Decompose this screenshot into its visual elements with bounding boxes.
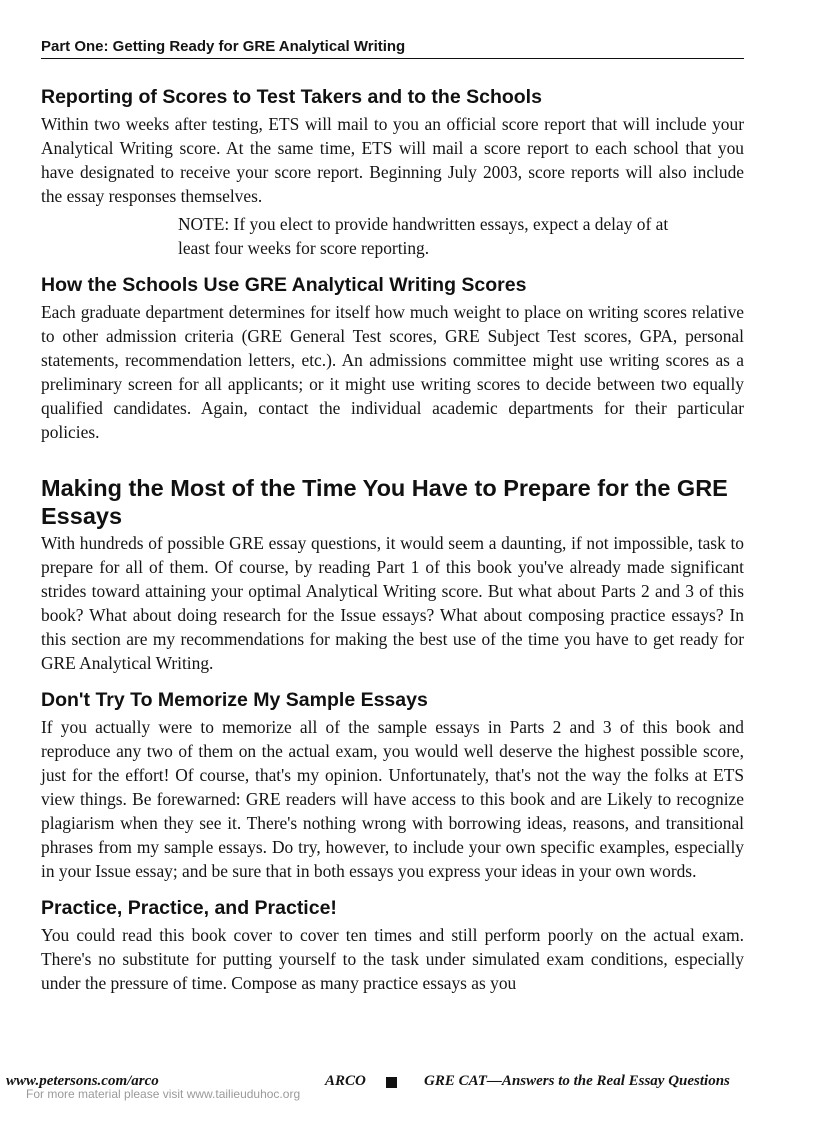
footer-url-link[interactable]: www.petersons.com/arco — [6, 1073, 159, 1089]
spacer — [41, 260, 744, 272]
section-heading: Practice, Practice, and Practice! — [41, 897, 337, 919]
page-content — [41, 84, 744, 995]
section-dont-memorize — [41, 687, 744, 883]
square-bullet-icon — [386, 1077, 397, 1088]
section-reporting-scores — [41, 84, 744, 260]
section-body: You could read this book cover to cover ten times and still perform poorly on the actual exam. There's no substitute for putting yourself to the task under simulated exam conditions, especially under the pressure of time. Compose as many practice essays as you — [41, 925, 744, 993]
spacer — [41, 444, 744, 474]
section-body: If you actually were to memorize all of the sample essays in Parts 2 and 3 of this book and reproduce any two of them on the actual exam, you would well deserve the highest possible score, just for the effort! Of course, that's my opinion. Unfortunately, that's not the way the folks at ETS view things. Be forewarned: GRE readers will have access to this book and are Likely to recognize plagiarism when they see it. There's nothing wrong with borrowing ideas, reasons, and transitional phrases from my sample essays. Do try, however, to include your own specific examples, especially in your Issue essay; and be sure that in both essays you express your ideas in your own words. — [41, 717, 744, 881]
section-heading: How the Schools Use GRE Analytical Writing Scores — [41, 274, 527, 296]
note-paragraph: NOTE: If you elect to provide handwritten essays, expect a delay of at least four weeks for score reporting. — [178, 214, 669, 258]
footer-series-title: GRE CAT—Answers to the Real Essay Questions — [424, 1073, 730, 1089]
section-practice — [41, 895, 744, 995]
section-heading: Reporting of Scores to Test Takers and to the Schools — [41, 86, 542, 108]
major-heading: Making the Most of the Time You Have to Prepare for the GRE Essays — [41, 475, 728, 529]
section-schools-use — [41, 272, 744, 444]
section-body: Each graduate department determines for itself how much weight to place on writing scores relative to other admission criteria (GRE General Test scores, GRE Subject Test scores, GPA, personal statements, recommendation letters, etc.). An admissions committee might use writing scores as a preliminary screen for all applicants; or it might use writing scores to decide between two equally qualified candidates. Again, contact the individual academic departments for their particular policies. — [41, 302, 744, 442]
running-header: Part One: Getting Ready for GRE Analytical Writing — [41, 38, 744, 59]
section-heading: Don't Try To Memorize My Sample Essays — [41, 689, 428, 711]
spacer — [41, 883, 744, 895]
spacer — [41, 675, 744, 687]
section-body: Within two weeks after testing, ETS will mail to you an official score report that will include your Analytical Writing score. At the same time, ETS will mail a score report to each school that you have designated to receive your score report. Beginning July 2003, score reports will also include the essay responses themselves. — [41, 114, 744, 206]
footer-publisher: ARCO — [325, 1073, 366, 1089]
section-body: With hundreds of possible GRE essay questions, it would seem a daunting, if not impossible, task to prepare for all of them. Of course, by reading Part 1 of this book you've already made significant strides toward attaining your optimal Analytical Writing score. But what about Parts 2 and 3 of this book? What about doing research for the Issue essays? What about composing practice essays? In this section are my recommendations for making the best use of the time you have to get ready for GRE Analytical Writing. — [41, 533, 744, 673]
watermark-text: For more material please visit www.tailieuduhoc.org — [26, 1087, 301, 1101]
section-making-most — [41, 474, 744, 675]
